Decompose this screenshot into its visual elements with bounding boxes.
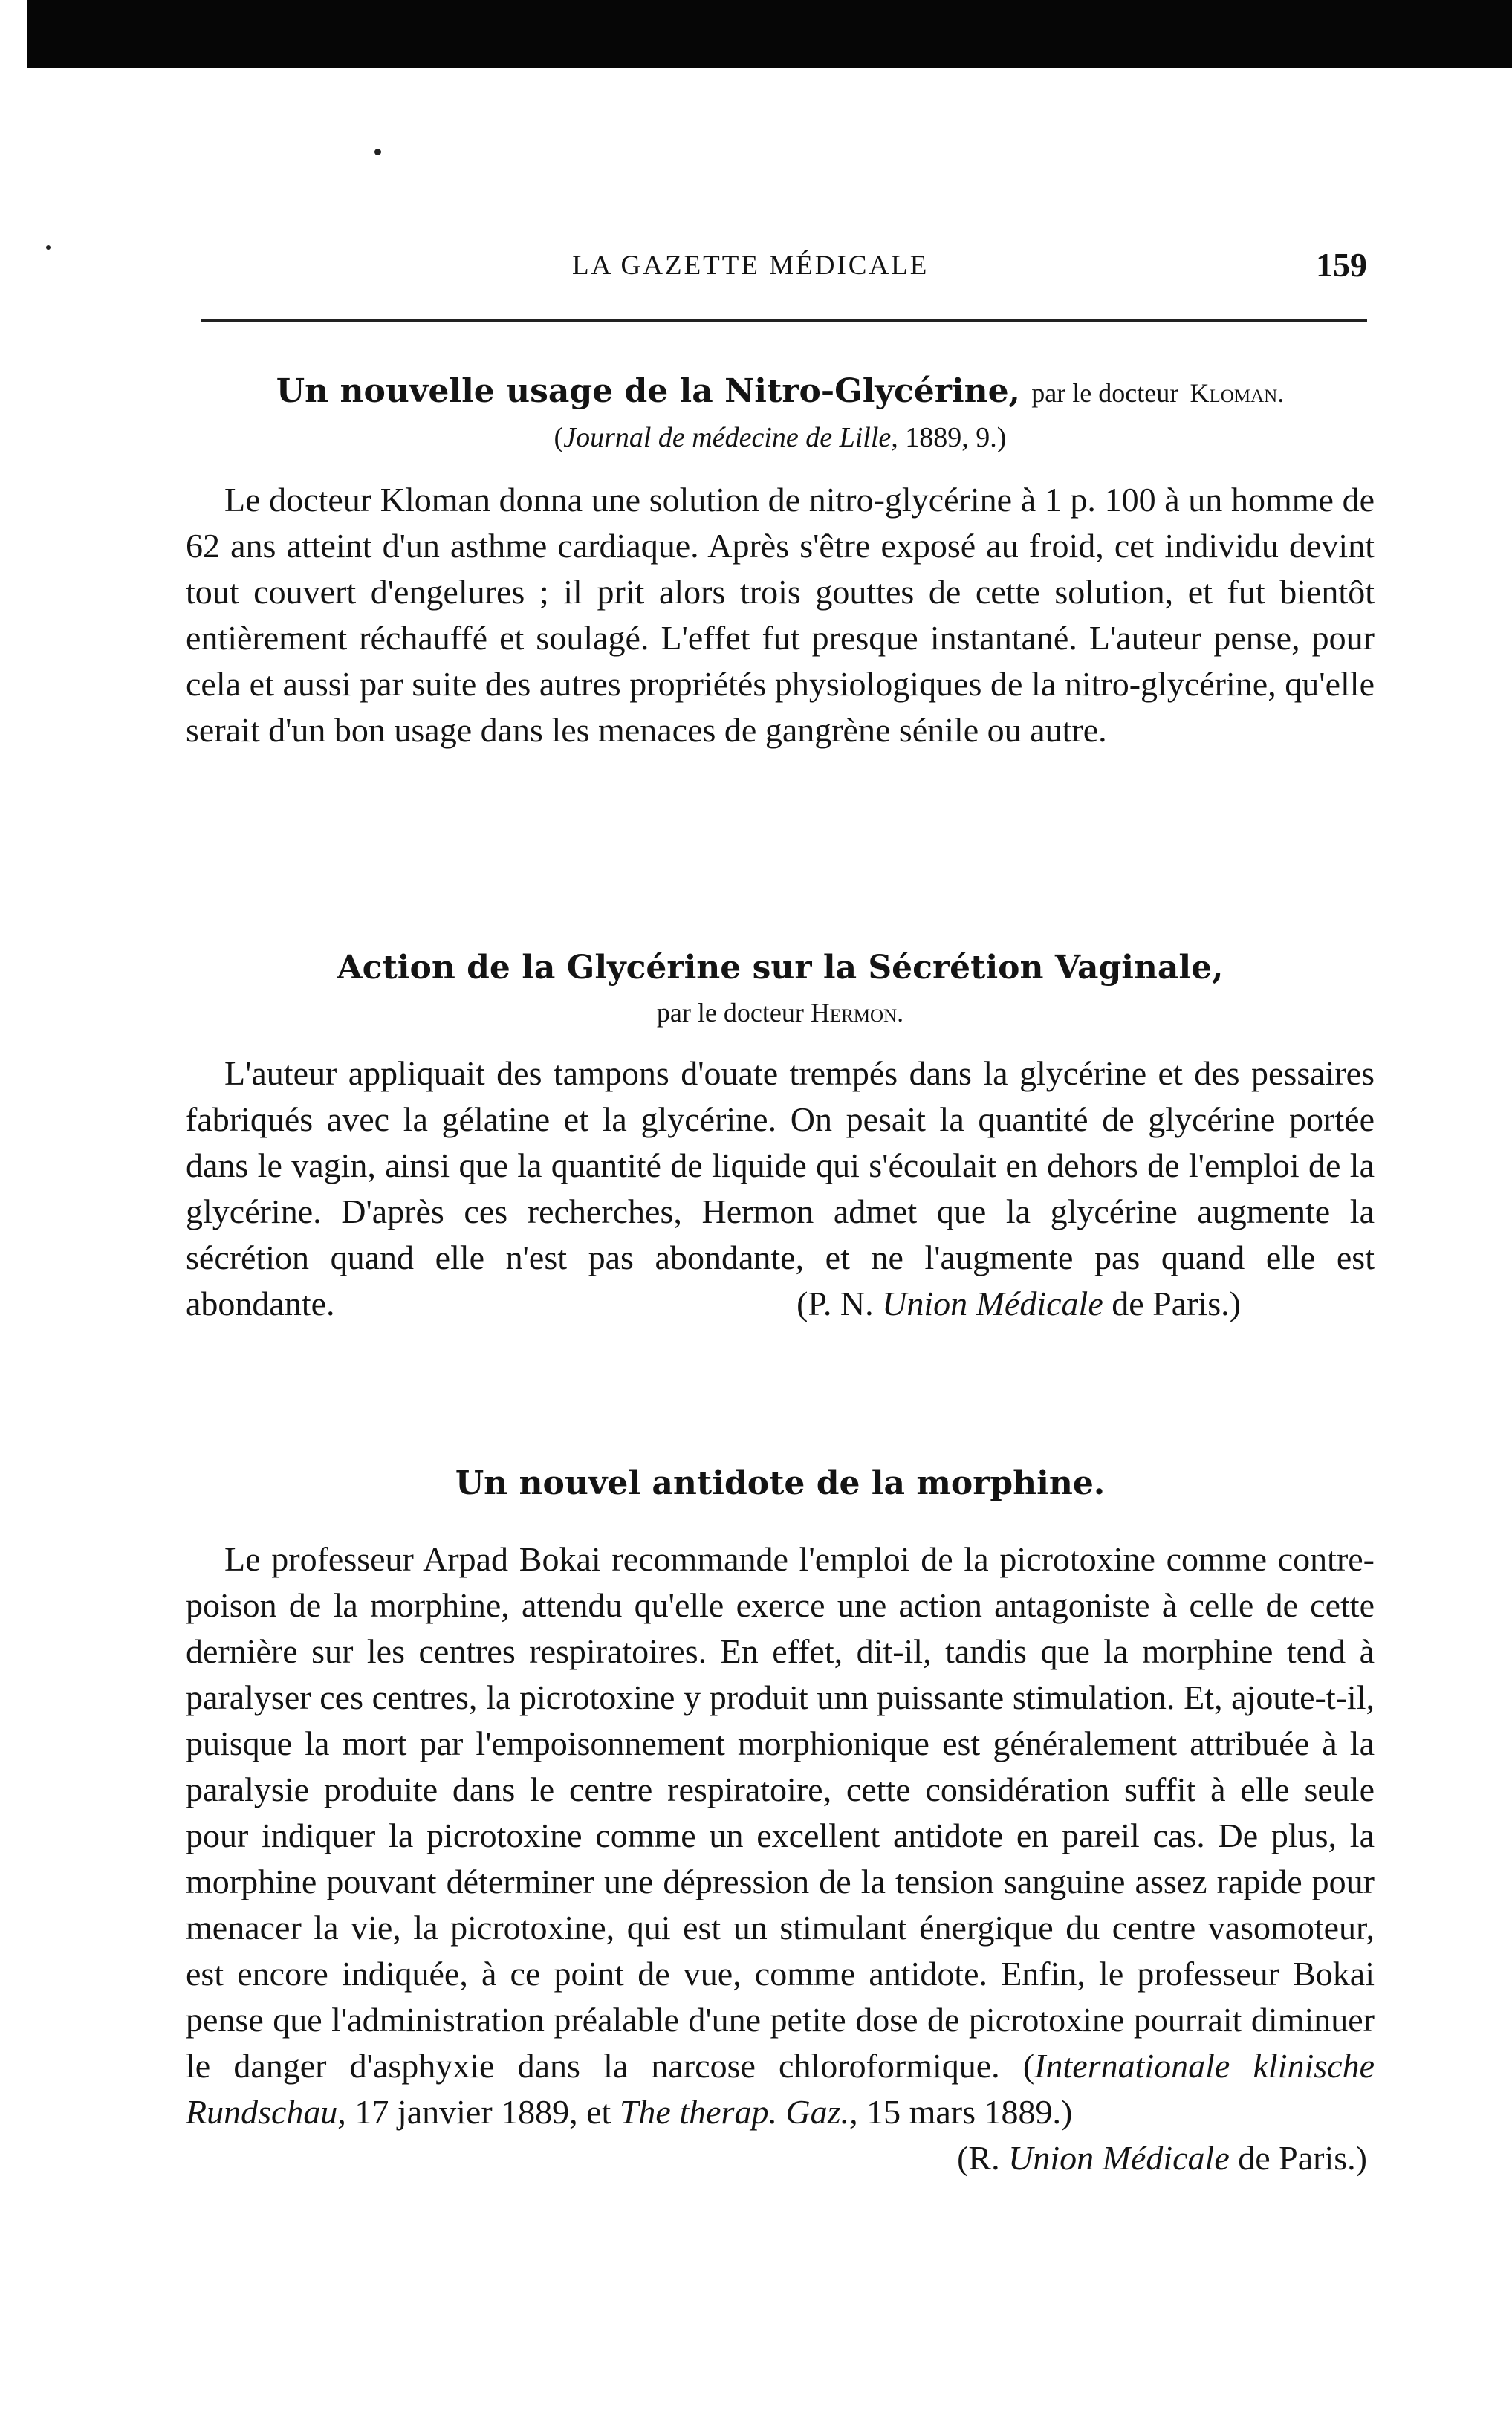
article-body-text: Le professeur Arpad Bokai recommande l'emploi de la picrotoxine comme contre-poison de la morphine, attendu qu'elle exerce une action antagoniste à celle de cette dernière sur les centres respiratoires. En effet, dit-il, tandis que la morphine tend à paralyser ces centres, la picrotoxine y produit unn puissante stimulation. Et, ajoute-t-il, puisque la mort par l'empoisonnement morphionique est généralement attribuée à la paralysie produite dans le centre respiratoire, cette considération suffit à elle seule pour indiquer la picrotoxine comme un excellent antidote en pareil cas. De plus, la morphine pouvant déterminer une dépression de la tension sanguine assez rapide pour menacer la vie, la picrotoxine, qui est un stimulant énergique du centre vasomoteur, est encore indiquée, à ce point de vue, comme antidote. Enfin, le professeur Bokai pense que l'administration préalable d'une petite dose de picrotoxine pourrait diminuer le danger d'asphyxie dans la narcose chloroformique.	[186, 1540, 1375, 2085]
reference-journal: Union Médicale	[1008, 2139, 1230, 2177]
article-heading	[186, 945, 1375, 991]
article-byline	[186, 991, 1375, 1034]
scan-speck	[46, 245, 51, 250]
running-title: LA GAZETTE MÉDICALE	[572, 250, 929, 281]
source-detail: 1889, 9.	[905, 422, 997, 453]
citation-date: 17 janvier 1889, et	[354, 2093, 611, 2131]
citation-journal: Internationale klinische Rundschau,	[186, 2047, 1375, 2131]
article-body: L'auteur appliquait des tampons d'ouate trempés dans la glycérine et des pessaires fabriqués avec la gélatine et la glycérine. On pesait la quantité de glycérine portée dans le vagin, ainsi que la quantité de liquide qui s'écoulait en dehors de l'emploi de la glycérine. D'après ces recherches, Hermon admet que la glycérine augmente la sécrétion quand elle n'est pas abondante, et ne l'augmente pas quand elle est abondante.	[186, 1054, 1375, 1322]
reference-prefix: (P. N.	[796, 1285, 874, 1322]
running-head	[201, 246, 1367, 294]
reference-suffix: de Paris.)	[1112, 1285, 1241, 1322]
scan-border-top	[0, 0, 1512, 68]
article-byline-author: Hermon.	[810, 998, 904, 1028]
citation-journal: The therap. Gaz.,	[619, 2093, 858, 2131]
citation-open: (	[1022, 2047, 1035, 2085]
article-nitroglycerine	[186, 369, 1375, 753]
article-byline-prefix: par le docteur	[1031, 378, 1179, 408]
reference-prefix: (R.	[957, 2139, 1000, 2177]
source-journal: Journal de médecine de Lille,	[563, 422, 898, 453]
scan-speck	[374, 149, 381, 155]
reference-suffix: de Paris.)	[1238, 2139, 1367, 2177]
article-antidote-morphine	[186, 1461, 1375, 2181]
article-reference	[186, 2135, 1375, 2181]
article-title: Action de la Glycérine sur la Sécrétion Vaginale,	[337, 949, 1224, 987]
article-heading	[186, 1461, 1375, 1507]
header-rule	[201, 319, 1367, 322]
reference-journal: Union Médicale	[882, 1285, 1103, 1322]
article-title: Un nouvelle usage de la Nitro-Glycérine,	[276, 372, 1020, 410]
article-body	[186, 1536, 1375, 2135]
page-number: 159	[1316, 246, 1367, 284]
article-glycerine-vaginale	[186, 945, 1375, 1327]
scan-margin-left	[0, 0, 27, 2425]
article-body: Le docteur Kloman donna une solution de nitro-glycérine à 1 p. 100 à un homme de 62 ans atteint d'un asthme cardiaque. Après s'être exposé au froid, cet individu devint tout couvert d'engelures ; il prit alors trois gouttes de cette solution, et fut bientôt entièrement réchauffé et soulagé. L'effet fut presque instantané. L'auteur pense, pour cela et aussi par suite des autres propriétés physiologiques de la nitro-glycérine, qu'elle serait d'un bon usage dans les menaces de gangrène sénile ou autre.	[186, 481, 1375, 749]
article-source: (Journal de médecine de Lille, 1889, 9.)	[554, 422, 1007, 453]
article-byline-author: Kloman.	[1190, 378, 1285, 408]
article-byline-prefix: par le docteur	[656, 998, 804, 1028]
article-heading	[186, 369, 1375, 416]
article-title: Un nouvel antidote de la morphine.	[455, 1464, 1106, 1502]
citation-date: 15 mars 1889.)	[866, 2093, 1073, 2131]
article-reference	[186, 1281, 1375, 1327]
